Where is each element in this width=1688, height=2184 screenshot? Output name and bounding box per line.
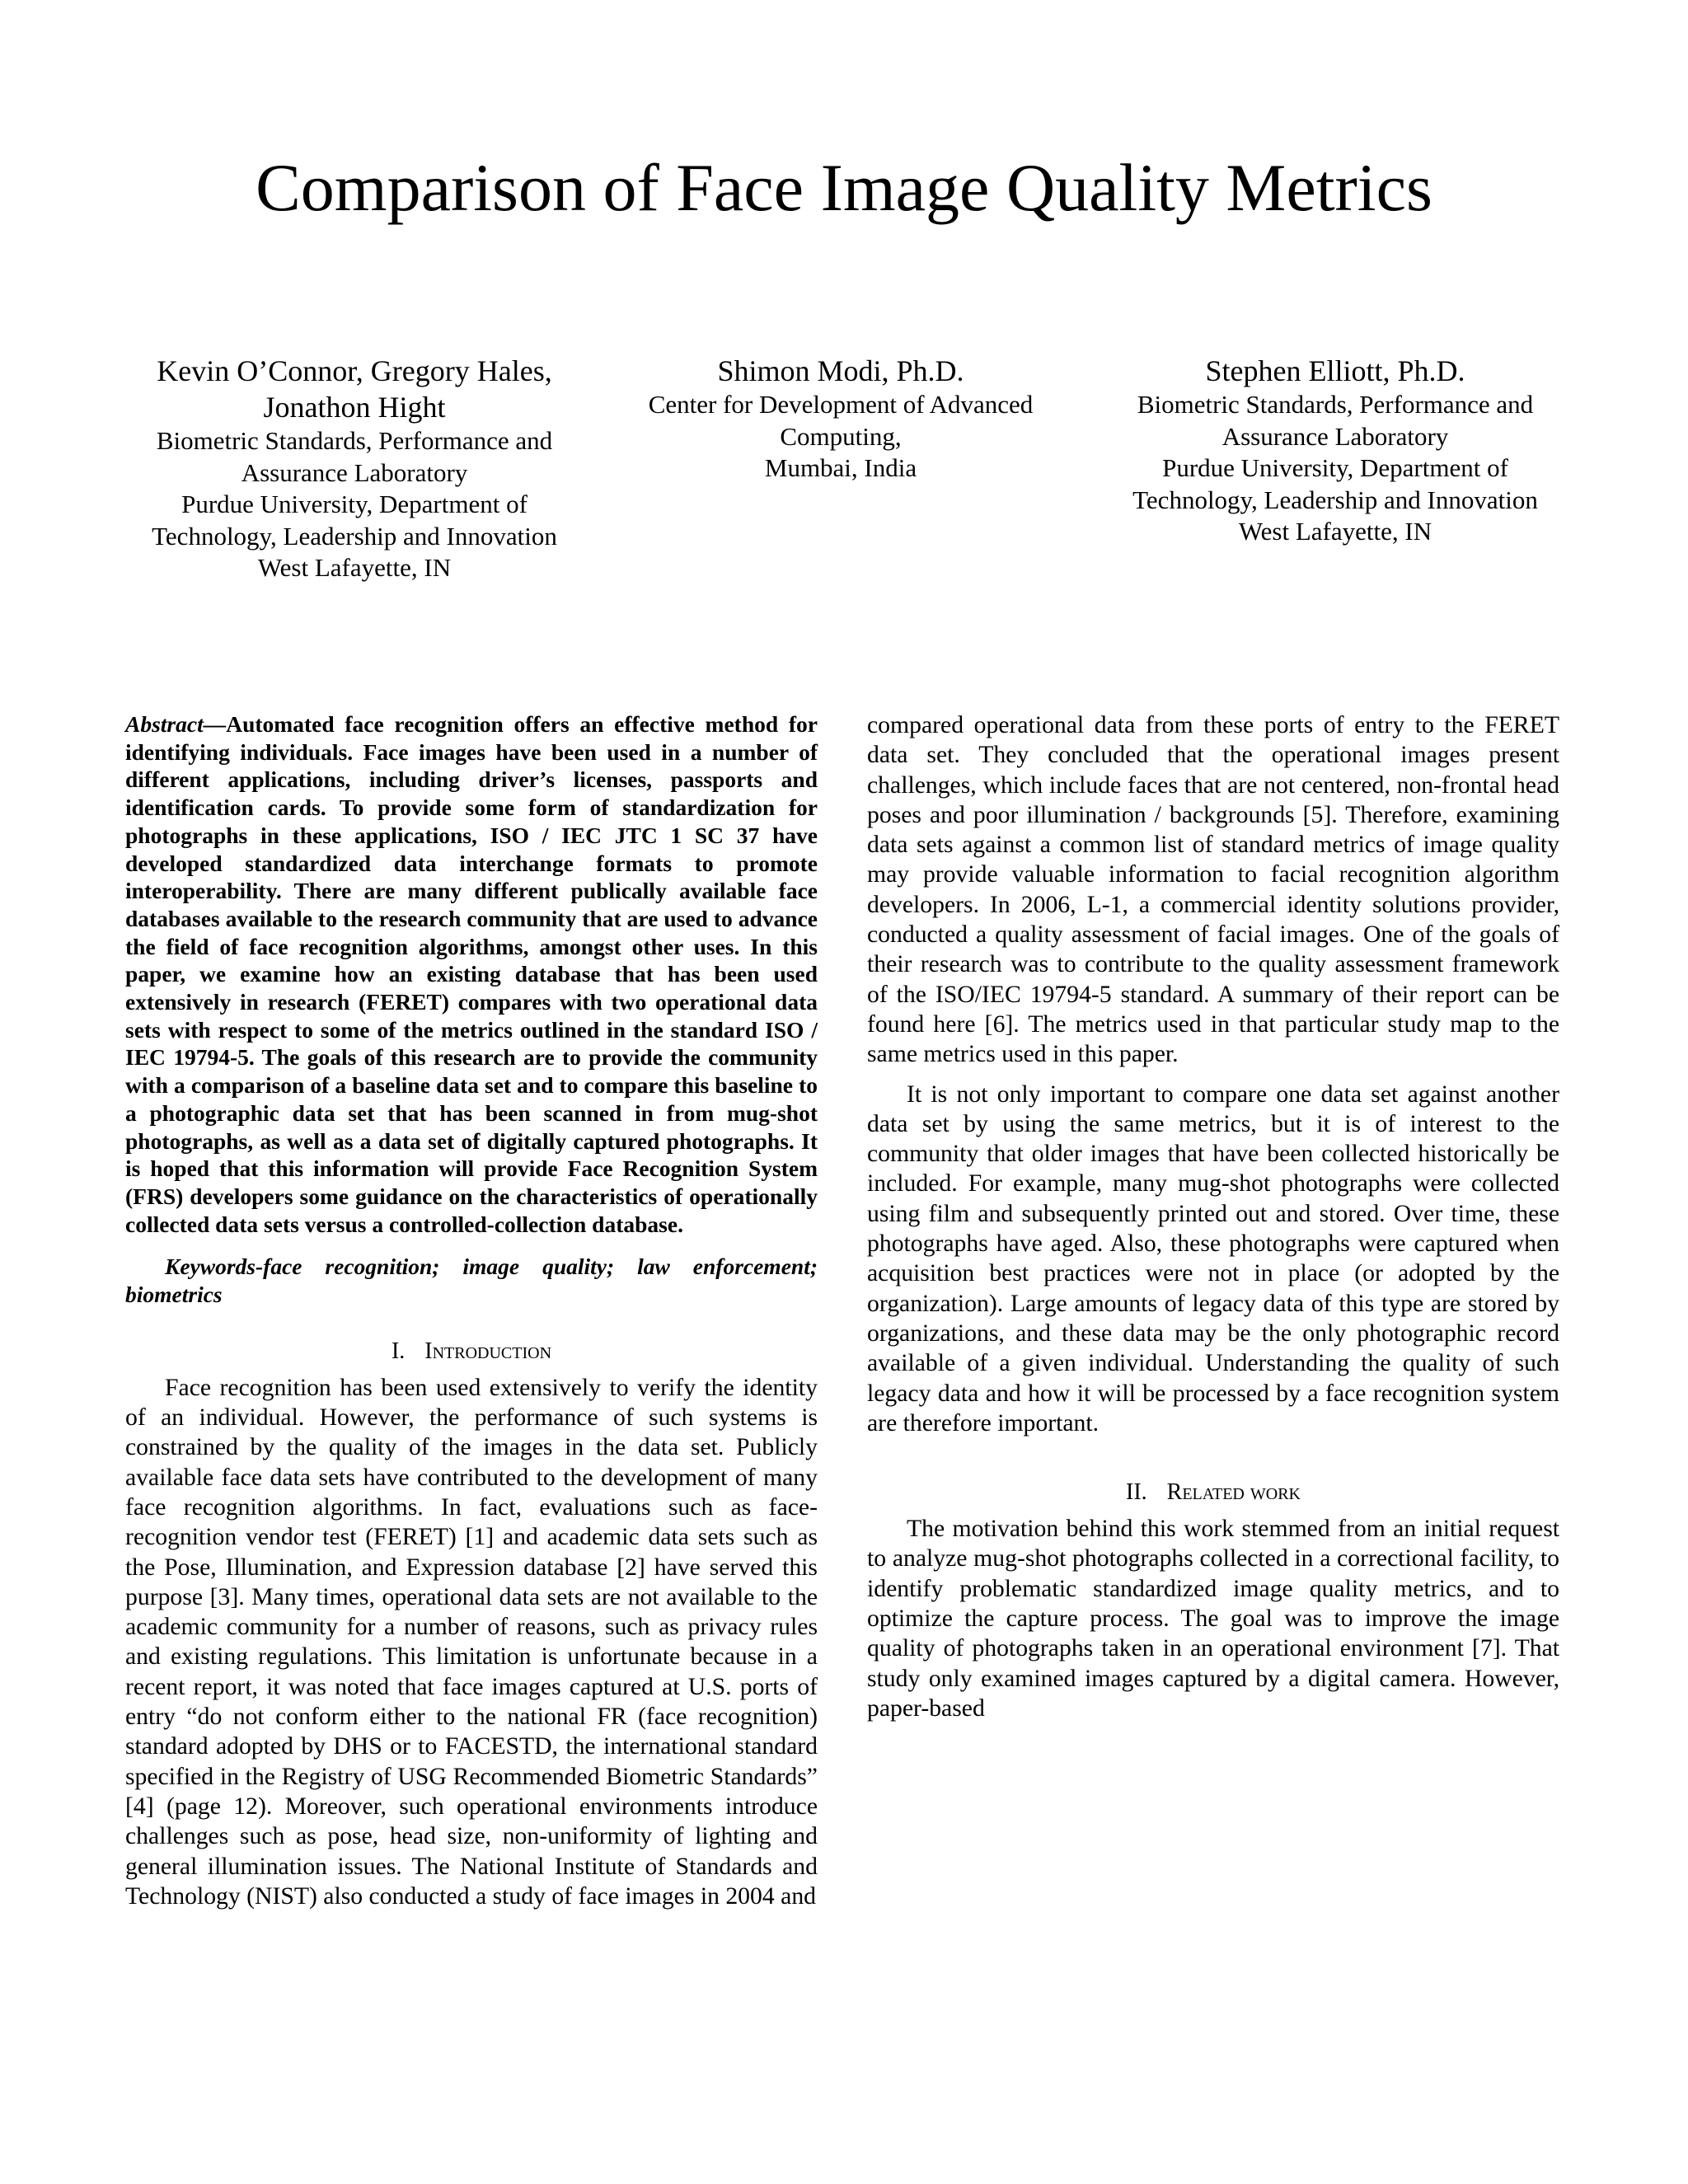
paragraph-related-1: The motivation behind this work stemmed from an initial request to analyze mug-shot photographs collected in a correctional facility, to identify problematic standardized image quality metrics, and to optimize the capture process. The goal was to improve the image quality of photographs taken in an operational environment [7]. That study only examined images captured by a digital camera. However, paper-based [867,1516,1559,1722]
right-column [867,710,1559,1723]
affiliation-line: Center for Development of Advanced [648,390,1034,419]
affiliation-line: Biometric Standards, Performance and [156,426,553,455]
abstract-text: Automated face recognition offers an effective method for identifying individuals. Face images have been used in a number of different applications, including driver’s licenses, passports and identification cards. To provide some form of standardization for photographs in these applications, ISO / IEC JTC 1 SC 37 have developed standardized data interchange formats to promote interoperability. There are many different publically available face databases available to the research community that are used to advance the field of face recognition algorithms, amongst other uses. In this paper, we examine how an existing database that has been used extensively in research (FERET) compares with two operational data sets with respect to some of the metrics outlined in the standard ISO / IEC 19794-5. The goals of this research are to provide the community with a comparison of a baseline data set and to compare this baseline to a photographic data set that has been scanned in from mug-shot photographs, as well as a data set of digitally captured photographs. It is hoped that this information will provide Face Recognition System (FRS) developers some guidance on the characteristics of operationally collected data sets versus a controlled-collection database. [125,711,818,1237]
affiliation-line: Technology, Leadership and Innovation [1132,485,1538,514]
keywords: Keywords-face recognition; image quality; law enforcement; biometrics [125,1254,818,1308]
affiliation-line: Mumbai, India [764,453,917,482]
affiliation-line: Assurance Laboratory [1221,421,1449,451]
affiliation-line: Biometric Standards, Performance and [1137,390,1534,419]
section-heading-introduction [125,1337,818,1366]
paragraph-intro-1: Face recognition has been used extensively to verify the identity of an individual. However, the performance of such systems is constrained by the quality of the images in the data set. Publicly available face data sets have contributed to the development of many face recognition algorithms. In fact, evaluations such as face-recognition vendor test (FERET) [1] and academic data sets such as the Pose, Illumination, and Expression database [2] have served this purpose [3]. Many times, operational data sets are not available to the academic community for a number of reasons, such as privacy rules and existing regulations. This limitation is unfortunate because in a recent report, it was noted that face images captured at U.S. ports of entry “do not conform either to the national FR (face recognition) standard adopted by DHS or to FACESTD, the international standard specified in the Registry of USG Recommended Biometric Standards” [4] (page 12). Moreover, such operational environments introduce challenges such as pose, head size, non-uniformity of lighting and general illumination issues. The National Institute of Standards and Technology (NIST) also conducted a study of face images in 2004 and [125,1374,818,1910]
affiliation-line: Assurance Laboratory [241,457,468,487]
affiliation-line: West Lafayette, IN [257,553,452,582]
section-heading-related-work [867,1478,1559,1507]
left-column [125,710,818,1911]
affiliation-line: Purdue University, Department of [1162,453,1508,482]
section-number: I. [391,1338,406,1364]
author-name-line: Kevin O’Connor, Gregory Hales, [157,354,552,387]
section-title: Introduction [424,1338,552,1364]
abstract [125,710,818,1238]
paragraph-intro-2: It is not only important to compare one data set against another data set by using the same metrics, but it is of interest to the community that older images that have been collected historically be included. For example, many mug-shot photographs were collected using film and subsequently printed out and stored. Over time, these photographs have aged. Also, these photographs were captured when acquisition best practices were not in place (or adopted by the organization). Large amounts of legacy data of this type are stored by organizations, and these data may be the only photographic record available of a given individual. Understanding the quality of such legacy data and how it will be processed by a face recognition system are therefore important. [867,1080,1559,1436]
author-name-line: Stephen Elliott, Ph.D. [1205,354,1465,387]
author-block-2 [602,353,1080,485]
paragraph-intro-1-continued: compared operational data from these ports of entry to the FERET data set. They concluded that the operational images present challenges, which include faces that are not centered, non-frontal head poses and poor illumination / backgrounds [5]. Therefore, examining data sets against a common list of standard metrics of image quality may provide valuable information to facial recognition algorithm developers. In 2006, L-1, a commercial identity solutions provider, conducted a quality assessment of facial images. One of the goals of their research was to contribute to the quality assessment framework of the ISO/IEC 19794-5 standard. A summary of their report can be found here [6]. The metrics used in that particular study map to the same metrics used in this paper. [867,712,1559,1068]
section-number: II. [1126,1479,1147,1506]
section-title: Related work [1166,1479,1301,1506]
affiliation-line: Computing, [780,421,902,451]
affiliation-line: Purdue University, Department of [181,490,528,518]
affiliation-line: Technology, Leadership and Innovation [152,521,557,551]
author-block-3 [1080,353,1591,548]
affiliation-line: West Lafayette, IN [1238,517,1432,546]
abstract-label: Abstract— [125,711,227,737]
author-block-1 [107,353,602,584]
author-name-line: Jonathon Hight [263,391,446,424]
author-name-line: Shimon Modi, Ph.D. [717,354,964,387]
paper-title: Comparison of Face Image Quality Metrics [256,150,1432,225]
